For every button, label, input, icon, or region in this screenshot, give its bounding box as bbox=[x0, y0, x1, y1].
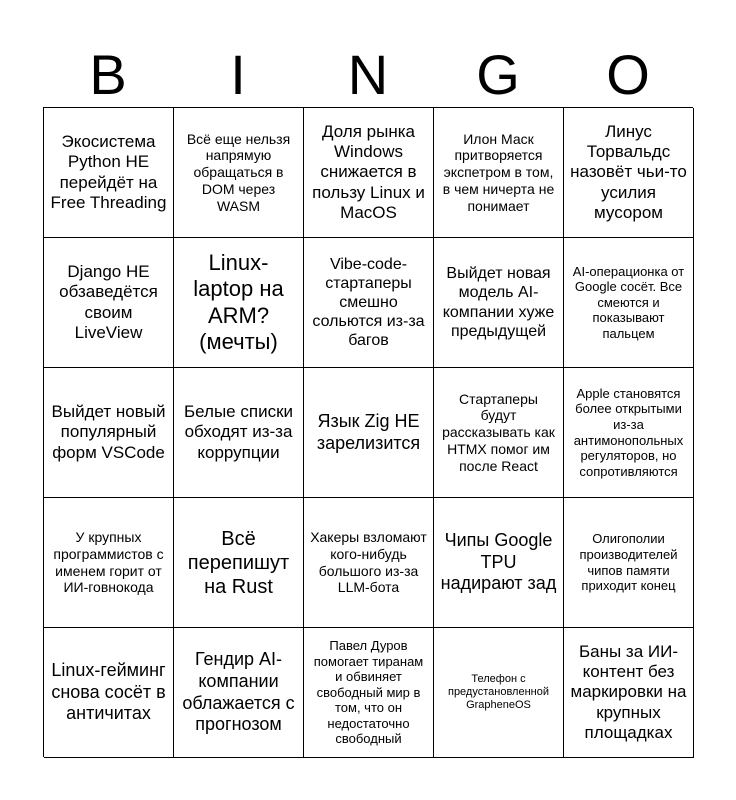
cell-text: Linux-laptop на ARM? (мечты) bbox=[193, 249, 284, 354]
header-letter-o: O bbox=[606, 43, 650, 106]
bingo-cell[interactable] bbox=[44, 628, 174, 758]
bingo-cell[interactable] bbox=[174, 628, 304, 758]
bingo-cell[interactable] bbox=[174, 238, 304, 368]
cell-text: Выйдет новая модель AI-компании хуже предыдущей bbox=[442, 265, 555, 340]
bingo-cell[interactable] bbox=[174, 368, 304, 498]
cell-text: Баны за ИИ-контент без маркировки на крупных площадках bbox=[570, 641, 687, 743]
bingo-cell[interactable] bbox=[564, 498, 694, 628]
bingo-cell[interactable] bbox=[44, 238, 174, 368]
bingo-cell[interactable] bbox=[44, 368, 174, 498]
cell-text: Павел Дуров помогает тиранам и обвиняет свободный мир в том, что он недостаточно свободный bbox=[313, 637, 424, 747]
bingo-cell[interactable] bbox=[564, 108, 694, 238]
bingo-cell[interactable] bbox=[304, 628, 434, 758]
cell-text: Чипы Google TPU надирают зад bbox=[440, 530, 557, 594]
cell-text: AI-операционка от Google сосёт. Все смеются и показывают пальцем bbox=[572, 263, 685, 341]
bingo-cell[interactable] bbox=[434, 498, 564, 628]
header-letter-g: G bbox=[476, 43, 520, 106]
cell-text: Vibe-code-стартаперы смешно сольются из-за багов bbox=[312, 255, 425, 350]
header-letter-b: B bbox=[89, 43, 127, 106]
bingo-cell[interactable] bbox=[304, 368, 434, 498]
cell-text: Гендир AI-компании облажается с прогнозом bbox=[182, 649, 295, 735]
bingo-cell[interactable] bbox=[304, 238, 434, 368]
bingo-cell[interactable] bbox=[44, 108, 174, 238]
cell-text: Олигополии производителей чипов памяти приходит конец bbox=[579, 531, 678, 594]
cell-text: Всё перепишут на Rust bbox=[187, 527, 290, 598]
header-letter-n: N bbox=[347, 43, 389, 106]
bingo-cell[interactable] bbox=[564, 238, 694, 368]
bingo-cell[interactable] bbox=[434, 238, 564, 368]
header-letter-i: I bbox=[230, 43, 246, 106]
bingo-cell[interactable] bbox=[174, 108, 304, 238]
cell-text: Белые списки обходят из-за коррупции bbox=[184, 401, 293, 462]
cell-text: Apple становятся более открытыми из-за антимонопольных регуляторов, но сопротивляются bbox=[573, 385, 684, 479]
cell-text: Linux-гейминг снова сосёт в античитах bbox=[51, 660, 166, 724]
cell-text: Илон Маск притворяется экспетром в том, в чем ничерта не понимает bbox=[442, 130, 555, 214]
cell-text: У крупных программистов с именем горит от ИИ-говнокода bbox=[53, 528, 164, 596]
cell-text: Хакеры взломают кого-нибудь большого из-за LLM-бота bbox=[310, 528, 427, 596]
bingo-cell[interactable] bbox=[44, 498, 174, 628]
cell-text: Телефон с предустановленной GrapheneOS bbox=[447, 672, 549, 712]
cell-text: Выйдет новый популярный форм VSCode bbox=[51, 401, 166, 462]
bingo-header bbox=[43, 44, 693, 106]
bingo-cell[interactable] bbox=[304, 498, 434, 628]
cell-text: Язык Zig НЕ зарелизится bbox=[316, 410, 421, 453]
bingo-board bbox=[43, 107, 693, 757]
cell-text: Линус Торвальдс назовёт чьи-то усилия мусором bbox=[570, 121, 687, 223]
bingo-cell[interactable] bbox=[434, 108, 564, 238]
cell-text: Всё еще нельзя напрямую обращаться в DOM через WASM bbox=[186, 130, 291, 214]
bingo-cell[interactable] bbox=[434, 368, 564, 498]
cell-text: Django НЕ обзаведётся своим LiveView bbox=[59, 261, 158, 342]
cell-text: Экосистема Python НЕ перейдёт на Free Threading bbox=[50, 131, 167, 212]
bingo-cell[interactable] bbox=[174, 498, 304, 628]
cell-text: Доля рынка Windows снижается в пользу Linux и MacOS bbox=[312, 121, 425, 223]
bingo-cell[interactable] bbox=[304, 108, 434, 238]
bingo-cell[interactable] bbox=[564, 368, 694, 498]
bingo-cell[interactable] bbox=[564, 628, 694, 758]
cell-text: Стартаперы будут рассказывать как HTMX помог им после React bbox=[442, 390, 555, 474]
bingo-cell[interactable] bbox=[434, 628, 564, 758]
